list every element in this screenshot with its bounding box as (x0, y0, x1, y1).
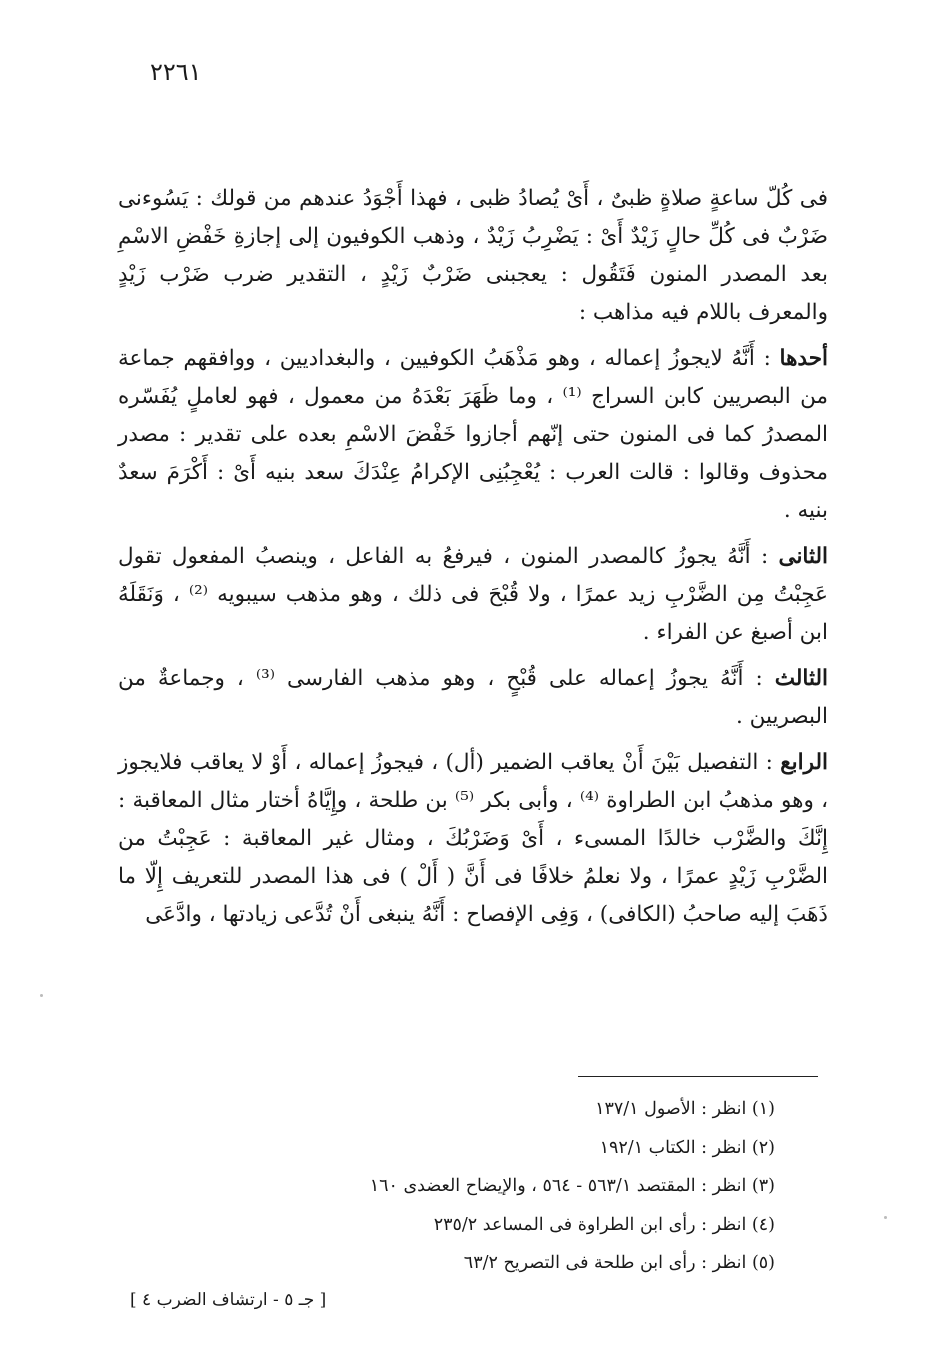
footnote-divider (578, 1076, 818, 1077)
volume-marker: [ جـ ٥ - ارتشاف الضرب ٤ ] (130, 1290, 327, 1310)
paragraph-first-view (118, 340, 828, 530)
paragraph-label: الثالث (774, 666, 828, 691)
paragraph-text: : أَنَّهُ لايجوزُ إعماله ، وهو مَذْهَبُ الكوفيين ، والبغداديين ، ووافقهم جماعة من البصريين كابن السراج ⁽¹⁾ ، وما ظَهَرَ بَعْدَهُ من معمول ، فهو لعاملٍ يُفَسّره المصدرُ كما فى المنون حتى إنّهم أجازوا خَفْضَ الاسْمِ بعده على تقدير : مصدر محذوف وقالوا : قالت العرب : يُعْجِبُنِى الإكرامُ عِنْدَكَ سعد بنيه أَىْ : أَكْرَمَ سعدٌ بنيه . (118, 346, 828, 523)
paragraph-label: أحدها (779, 346, 828, 371)
footnote-4: (٤) انظر : رأى ابن الطراوة فى المساعد ٢٣٥/٢ (433, 1214, 775, 1235)
paragraph-third-view (118, 660, 828, 736)
paragraph-text: فى كُلّ ساعةٍ صلاةٍ ظبىٌ ، أَىْ يُصادُ ظبى ، فهذا أَجْوَدُ عندهم من قولك : يَسُوءنى ضَرْبٌ فى كُلِّ حالٍ زَيْدٌ أَىْ : يَضْرِبُ زَيْدٌ ، وذهب الكوفيون إلى إجازةِ خَفْضِ الاسْمِ بعد المصدر المنون فَتَقُول : يعجبنى ضَرْبٌ زَيْدٍ ، التقدير ضرب ضَرْب زَيْدٍ والمعرف باللام فيه مذاهب : (118, 186, 828, 325)
footnote-5: (٥) انظر : رأى ابن طلحة فى التصريح ٦٣/٢ (463, 1253, 775, 1273)
footnote-3: (٣) انظر : المقتصد ٥٦٣/١ - ٥٦٤ ، والإيضاح العضدى ١٦٠ (369, 1176, 775, 1196)
paragraph-intro (118, 180, 828, 332)
footnotes (200, 1090, 775, 1283)
main-text (118, 180, 828, 938)
paragraph-text: : أَنَّهُ يجوزُ كالمصدر المنون ، فيرفعُ به الفاعل ، وينصبُ المفعول تقول عَجِبْتُ مِن الضَّرْبِ زيد عمرًا ، ولا قُبْحَ فى ذلك ، وهو مذهب سيبويه ⁽²⁾ ، وَنَقَلَهُ ابن أصبغ عن الفراء . (118, 544, 828, 645)
scan-speck (884, 1216, 887, 1219)
paragraph-text: : أَنَّهُ يجوزُ إعماله على قُبْحٍ ، وهو مذهب الفارسى ⁽³⁾ ، وجماعةٌ من البصريين . (118, 666, 828, 729)
scan-speck (40, 994, 43, 997)
footnote-2: (٢) انظر : الكتاب ١٩٢/١ (599, 1137, 775, 1158)
paragraph-label: الثانى (778, 544, 828, 569)
page-number: ٢٢٦١ (150, 58, 202, 86)
footnote-1: (١) انظر : الأصول ١٣٧/١ (595, 1099, 775, 1119)
paragraph-label: الرابع (780, 750, 828, 775)
paragraph-fourth-view (118, 744, 828, 934)
paragraph-text: : التفصيل بَيْنَ أَنْ يعاقب الضمير (أل) ، فيجوزُ إعماله ، أَوْ لا يعاقب فلايجوز ، وهو مذهبُ ابن الطراوة ⁽⁴⁾ ، وأبى بكر ⁽⁵⁾ بن طلحة ، وإِيَّاهُ أختار مثال المعاقبة : إِنَّكَ والضَّرْب خالدًا المسىء ، أَىْ وَضَرْبُكَ ، ومثال غير المعاقبة : عَجِبْتُ من الضَّرْبِ زَيْدٍ عمرًا ، ولا نعلمُ خلافًا فى أَنَّ ( أَلْ ) فى هذا المصدر للتعريف إِلّا ما ذَهَبَ إليه صاحبُ (الكافى) ، وَفِى الإفصاح : أَنَّهُ ينبغى أَنْ تُدَّعى زيادتها ، وادَّعَى (118, 750, 829, 927)
paragraph-second-view (118, 538, 828, 652)
